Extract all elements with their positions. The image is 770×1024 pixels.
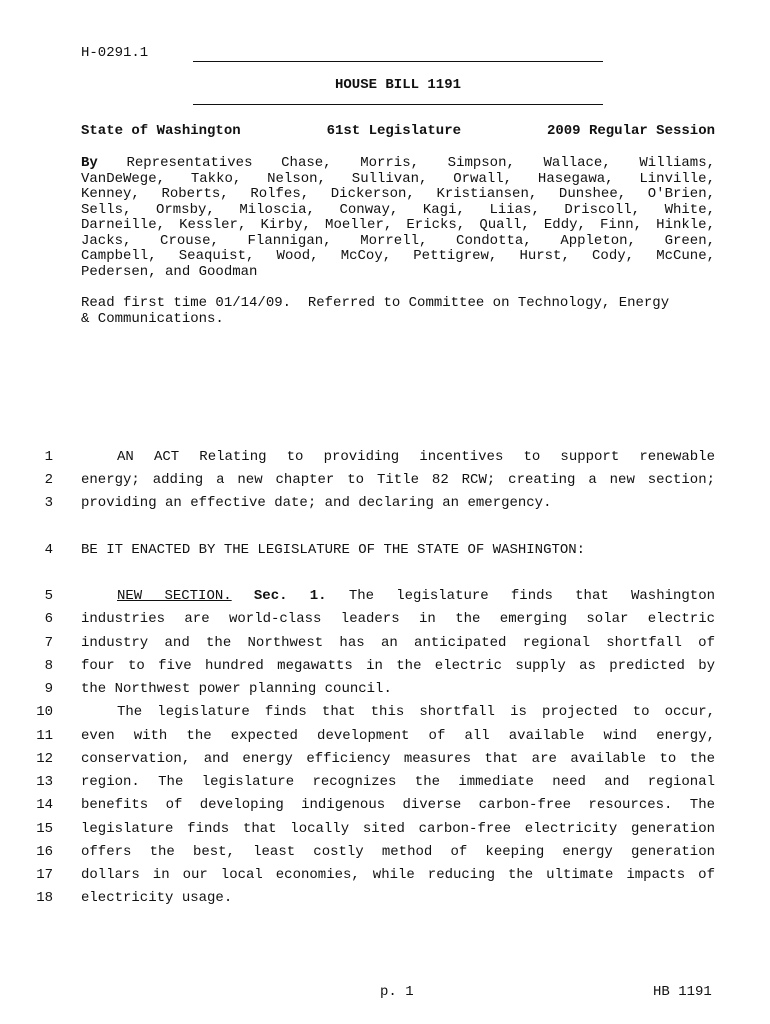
body-line: dollars in our local economies, while reducing the ultimate impacts of (81, 867, 715, 883)
line-number: 3 (44, 495, 53, 511)
footer-bill-id: HB 1191 (653, 984, 712, 1000)
state-name: State of Washington (81, 123, 241, 139)
body-line: region. The legislature recognizes the immediate need and regional (81, 774, 715, 790)
body-line: legislature finds that locally sited carbon-free electricity generation (81, 821, 715, 837)
line-number: 14 (36, 797, 53, 813)
body-line: industry and the Northwest has an anticipated regional shortfall of (81, 635, 715, 651)
line-number: 11 (36, 728, 53, 744)
header-rule-bottom (193, 104, 603, 105)
body-line: offers the best, least costly method of keeping energy generation (81, 844, 715, 860)
line-number: 8 (44, 658, 53, 674)
header-rule-top (193, 61, 603, 62)
body-line: the Northwest power planning council. (81, 681, 392, 697)
sponsor-line: Jacks, Crouse, Flannigan, Morrell, Condotta, Appleton, Green, (81, 233, 715, 249)
line-number: 17 (36, 867, 53, 883)
session-name: 2009 Regular Session (546, 123, 715, 139)
line-number: 5 (44, 588, 53, 604)
new-section-label: NEW SECTION. (117, 588, 232, 604)
sponsor-line: Kenney, Roberts, Rolfes, Dickerson, Kristiansen, Dunshee, O'Brien, (81, 186, 715, 202)
section-number: Sec. 1. (253, 588, 327, 604)
enacting-clause: BE IT ENACTED BY THE LEGISLATURE OF THE STATE OF WASHINGTON: (81, 542, 586, 558)
sponsor-line: By Representatives Chase, Morris, Simpson, Wallace, Williams, (81, 155, 715, 171)
by-label: By (81, 155, 98, 171)
body-line: The legislature finds that this shortfall is projected to occur, (117, 704, 715, 720)
sponsor-line: Sells, Ormsby, Miloscia, Conway, Kagi, Liias, Driscoll, White, (81, 202, 715, 218)
body-line: industries are world-class leaders in the emerging solar electric (81, 611, 715, 627)
bill-code: H-0291.1 (81, 45, 149, 61)
sponsor-line: Campbell, Seaquist, Wood, McCoy, Pettigrew, Hurst, Cody, McCune, (81, 248, 715, 264)
read-first-line: & Communications. (81, 311, 224, 327)
line-number: 12 (36, 751, 53, 767)
sponsor-line: Darneille, Kessler, Kirby, Moeller, Ericks, Quall, Eddy, Finn, Hinkle, (81, 217, 715, 233)
sponsor-line: Pedersen, and Goodman (81, 264, 258, 280)
line-number: 10 (36, 704, 53, 720)
session-header (81, 123, 715, 139)
act-line: providing an effective date; and declaring an emergency. (81, 495, 552, 511)
line-number: 18 (36, 890, 53, 906)
body-line: conservation, and energy efficiency measures that are available to the (81, 751, 715, 767)
line-number: 2 (44, 472, 53, 488)
line-number: 9 (44, 681, 53, 697)
line-number: 6 (44, 611, 53, 627)
line-number: 13 (36, 774, 53, 790)
legislature-number: 61st Legislature (326, 123, 462, 139)
body-line: benefits of developing indigenous diverse carbon-free resources. The (81, 797, 715, 813)
body-line: four to five hundred megawatts in the electric supply as predicted by (81, 658, 715, 674)
act-line: AN ACT Relating to providing incentives to support renewable (117, 449, 715, 465)
section-heading-line: NEW SECTION. Sec. 1. The legislature finds that Washington (117, 588, 716, 604)
line-number: 16 (36, 844, 53, 860)
line-number: 15 (36, 821, 53, 837)
read-first-line: Read first time 01/14/09. Referred to Committee on Technology, Energy (81, 295, 670, 311)
sponsor-line: VanDeWege, Takko, Nelson, Sullivan, Orwall, Hasegawa, Linville, (81, 171, 715, 187)
page-number: p. 1 (380, 984, 414, 1000)
bill-title: HOUSE BILL 1191 (334, 77, 462, 93)
act-line: energy; adding a new chapter to Title 82 RCW; creating a new section; (81, 472, 715, 488)
line-number: 4 (44, 542, 53, 558)
body-line: even with the expected development of all available wind energy, (81, 728, 715, 744)
line-number: 7 (44, 635, 53, 651)
line-number: 1 (44, 449, 53, 465)
body-line: electricity usage. (81, 890, 233, 906)
